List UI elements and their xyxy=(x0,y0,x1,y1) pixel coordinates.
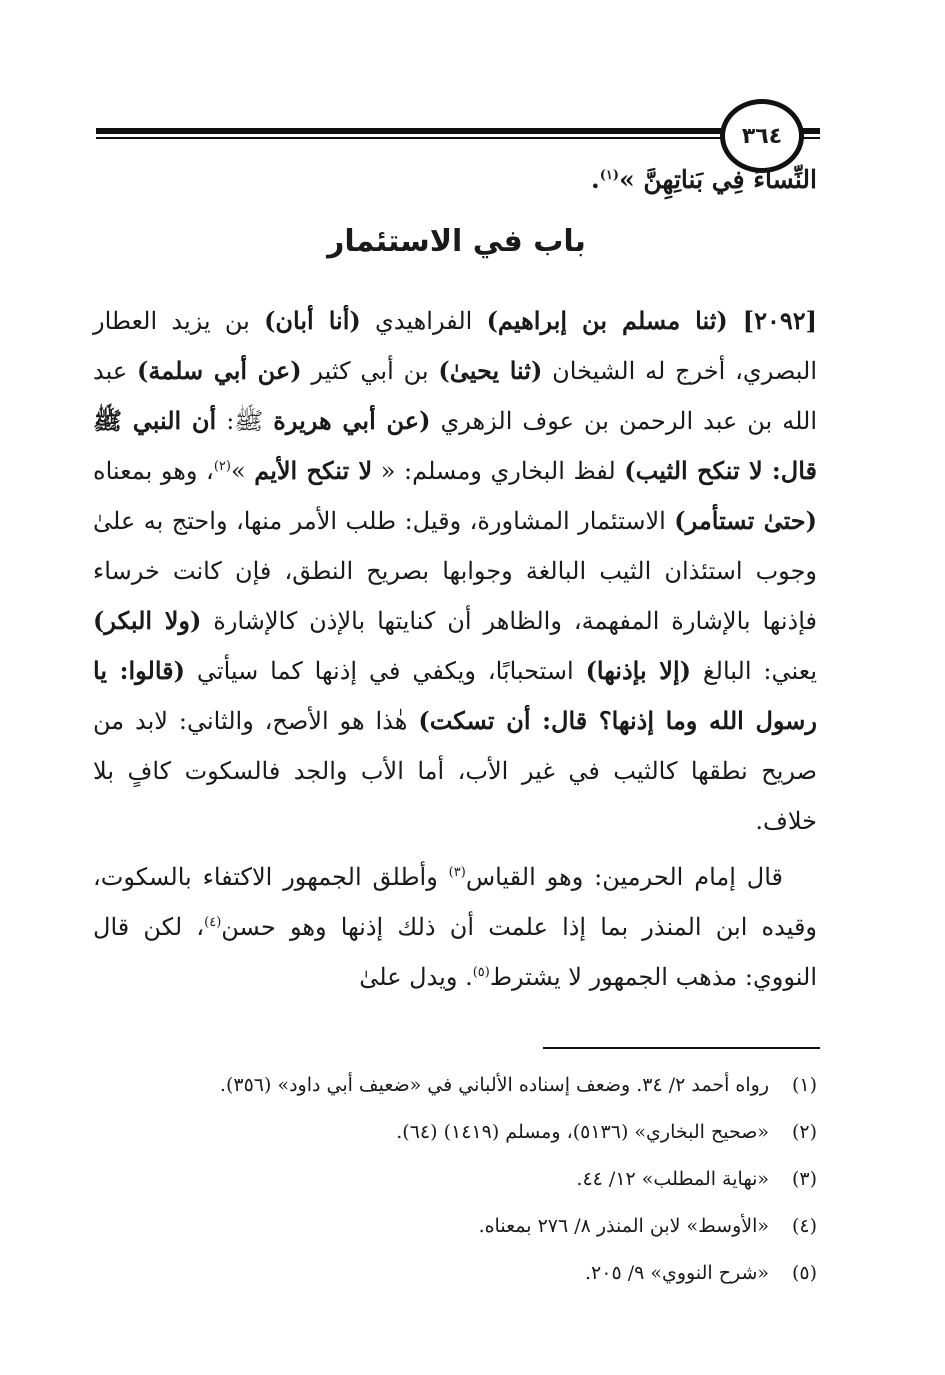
footnote-number: (٥) xyxy=(791,1262,817,1284)
footnote-item xyxy=(93,1203,817,1250)
continued-text-end: . xyxy=(591,165,600,194)
footnote-ref-4: (٤) xyxy=(204,915,222,930)
continued-text: النِّساءَ فِي بَناتِهِنَّ » xyxy=(619,165,817,194)
text-span: يعني: البالغ xyxy=(691,657,817,685)
text-span: (عن أبي هريرة xyxy=(273,406,431,435)
footnote-ref-1: (١) xyxy=(599,168,620,183)
text-span: (حتىٰ تستأمر) xyxy=(674,506,818,535)
text-span: عبد الله بن عبد الرحمن بن عوف الزهري xyxy=(93,357,818,435)
text-span: (عن أبي سلمة) xyxy=(137,356,302,385)
footnote-item xyxy=(93,1250,817,1297)
text-span: » xyxy=(230,457,255,485)
text-span: (إلا بإذنها) xyxy=(585,656,691,685)
footnote-text: «الأوسط» لابن المنذر ٨/ ٢٧٦ بمعناه. xyxy=(478,1215,769,1237)
text-span: (ثنا يحيىٰ) xyxy=(438,356,543,385)
footnote-ref-5: (٥) xyxy=(472,965,490,980)
footnote-text: «صحيح البخاري» (٥١٣٦)، ومسلم (١٤١٩) (٦٤). xyxy=(396,1121,769,1143)
text-span: [٢٠٩٢] (ثنا مسلم بن إبراهيم) xyxy=(486,306,818,335)
footnote-number: (١) xyxy=(791,1074,817,1096)
footnote-ref-3: (٣) xyxy=(448,865,466,880)
footnote-number: (٣) xyxy=(791,1168,817,1190)
text-span: . ويدل علىٰ xyxy=(359,963,473,991)
text-span: (ولا البكر) xyxy=(93,606,202,635)
hadith-paragraph xyxy=(93,296,817,846)
header-rule xyxy=(96,124,820,142)
footnote-item xyxy=(93,1156,817,1203)
chapter-title: باب في الاستئمار xyxy=(327,224,586,259)
text-span: لفظ البخاري ومسلم: « xyxy=(372,457,625,485)
text-span: بن أبي كثير xyxy=(301,357,439,385)
footnote-text: «شرح النووي» ٩/ ٢٠٥. xyxy=(584,1262,769,1284)
commentary-paragraph xyxy=(93,852,817,1002)
footnote-number: (٤) xyxy=(791,1215,817,1237)
text-span: ﷺ: xyxy=(216,407,274,435)
footnote-ref-2: (٢) xyxy=(213,459,231,474)
text-span: (قالوا: يا رسول الله وما إذنها؟ قال: أن تسكت) xyxy=(93,656,817,735)
footnote-item xyxy=(93,1062,817,1109)
text-span: هٰذا هو الأصح، والثاني: لابد من صريح نطقها كالثيب في غير الأب، أما الأب والجد فالسكوت كافٍ بلا خلاف. xyxy=(93,707,817,835)
text-span: أن النبي ﷺ قال: لا تنكح الثيب) xyxy=(93,406,818,485)
footnote-text: «نهاية المطلب» ١٢/ ٤٤. xyxy=(576,1168,769,1190)
footnote-separator xyxy=(543,1047,820,1049)
footnote-item xyxy=(93,1109,817,1156)
header-rule-thick xyxy=(96,128,820,134)
text-span: (أنا أبان) xyxy=(264,306,361,335)
text-span: لا تنكح الأيم xyxy=(254,456,373,485)
page-number: ٣٦٤ xyxy=(741,123,783,149)
footnote-text: رواه أحمد ٢/ ٣٤. وضعف إسناده الألباني في «ضعيف أبي داود» (٣٥٦). xyxy=(219,1074,769,1096)
text-span: ، لكن قال النووي: مذهب الجمهور لا يشترط xyxy=(93,913,817,991)
main-text xyxy=(93,296,817,1002)
text-span: استحبابًا، ويكفي في إذنها كما سيأتي xyxy=(185,657,586,685)
footnote-number: (٢) xyxy=(791,1121,817,1143)
header-rule-thin xyxy=(96,137,820,139)
text-span: وأطلق الجمهور الاكتفاء بالسكوت، وقيده ابن المنذر بما إذا علمت أن ذلك إذنها وهو حسن xyxy=(93,863,818,941)
text-span: ، وهو بمعناه xyxy=(93,457,214,485)
footnotes xyxy=(93,1062,817,1297)
text-span: الاستئمار المشاورة، وقيل: طلب الأمر منها، واحتج به علىٰ وجوب استئذان الثيب البالغة وجوابها بصريح النطق، فإن كانت خرساء فإذنها بالإشارة المفهمة، والظاهر أن كنايتها بالإذن كالإشارة xyxy=(93,507,818,635)
text-span: الفراهيدي xyxy=(360,307,487,335)
text-span: بن يزيد العطار البصري، أخرج له الشيخان xyxy=(93,307,817,385)
text-span: قال إمام الحرمين: وهو القياس xyxy=(465,863,783,891)
continued-text-line xyxy=(127,160,817,200)
